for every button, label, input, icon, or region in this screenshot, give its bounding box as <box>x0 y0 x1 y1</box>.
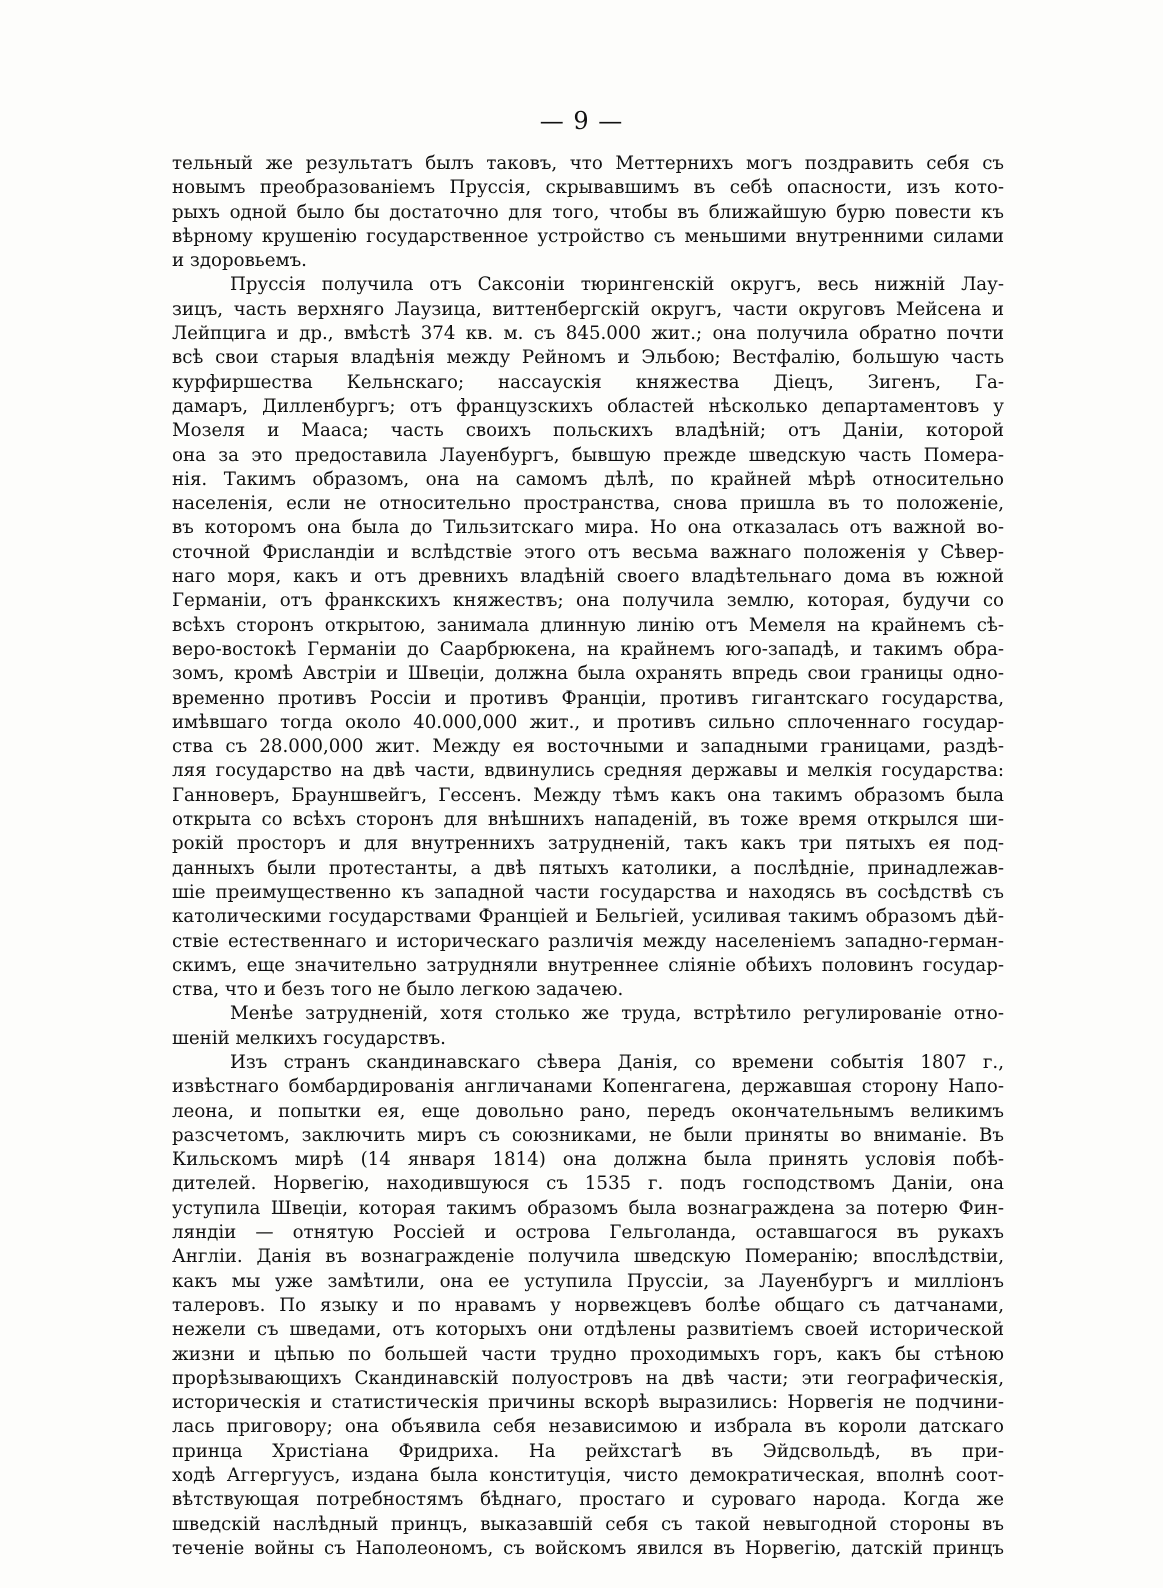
text-line: и здоровьемъ. <box>172 250 307 272</box>
text-line: нежели съ шведами, отъ которыхъ они отдѣлены развитіемъ своей исторической <box>172 1319 1004 1341</box>
text-line: прорѣзывающихъ Скандинавскій полуостровъ на двѣ части; эти географическія, <box>172 1367 1004 1389</box>
text-line: шеній мелкихъ государствъ. <box>172 1027 446 1049</box>
text-line: Менѣе затрудненій, хотя столько же труда, встрѣтило регулированіе отно- <box>230 1003 1004 1025</box>
text-line: Мозеля и Мааса; часть своихъ польскихъ владѣній; отъ Даніи, которой <box>172 420 1004 442</box>
text-line: Англіи. Данія въ вознагражденіе получила шведскую Померанію; впослѣдствіи, <box>172 1246 1004 1268</box>
text-line: леона, и попытки ея, еще довольно рано, передъ окончательнымъ великимъ <box>172 1100 1004 1122</box>
text-line: Лейпцига и др., вмѣстѣ 374 кв. м. съ 845.000 жит.; она получила обратно почти <box>172 323 1004 345</box>
text-line: лась приговору; она объявила себя независимою и избрала въ короли датскаго <box>172 1416 1004 1438</box>
text-line: курфиршества Кельнскаго; нассаускія княжества Діецъ, Зигенъ, Га- <box>172 371 1004 393</box>
text-line: историческія и статистическія причины вскорѣ выразились: Норвегія не подчини- <box>172 1392 1004 1414</box>
text-line: принца Христіана Фридриха. На рейхстагѣ въ Эйдсвольдѣ, въ при- <box>172 1440 1004 1462</box>
text-line: шведскій наслѣдный принцъ, выказавшій себя съ такой невыгодной стороны въ <box>172 1513 1004 1535</box>
text-line: дителей. Норвегію, находившуюся съ 1535 г. подъ господствомъ Даніи, она <box>172 1173 1004 1195</box>
text-line: разсчетомъ, заключить миръ съ союзниками, не были приняты во вниманіе. Въ <box>172 1124 1004 1146</box>
text-line: ствіе естественнаго и историческаго различія между населеніемъ западно-герман- <box>172 930 1004 952</box>
text-line: тельный же результатъ былъ таковъ, что Меттернихъ могъ поздравить себя съ <box>172 153 1004 174</box>
text-line: данныхъ были протестанты, а двѣ пятыхъ католики, а послѣдніе, принадлежав- <box>172 857 1004 879</box>
text-line: теченіе войны съ Наполеономъ, съ войскомъ явился въ Норвегію, датскій принцъ <box>172 1537 1004 1559</box>
text-line: въ которомъ она была до Тильзитскаго мира. Но она отказалась отъ важной во- <box>172 517 1004 539</box>
text-line: какъ мы уже замѣтили, она ее уступила Пруссіи, за Лауенбургъ и милліонъ <box>172 1270 1004 1292</box>
text-line: всѣхъ сторонъ открытою, занимала длинную линію отъ Мемеля на крайнемъ сѣ- <box>172 614 1004 636</box>
text-line: рыхъ одной было бы достаточно для того, чтобы въ ближайшую бурю повести къ <box>172 201 1004 223</box>
text-line: нія. Такимъ образомъ, она на самомъ дѣлѣ, по крайней мѣрѣ относительно <box>172 468 1004 490</box>
text-line: населенія, если не относительно пространства, снова пришла въ то положеніе, <box>172 493 1004 515</box>
text-line: ходѣ Аггергуусъ, издана была конституція, чисто демократическая, вполнѣ соот- <box>172 1465 1004 1487</box>
text-line: рокій просторъ и для внутреннихъ затрудненій, такъ какъ три пятыхъ ея под- <box>172 833 1004 855</box>
text-line: новымъ преобразованіемъ Пруссія, скрывавшимъ въ себѣ опасности, изъ кото- <box>172 177 1004 199</box>
text-line: Изъ странъ скандинавскаго сѣвера Данія, со времени событія 1807 г., <box>230 1051 1004 1073</box>
text-line: вѣтствующая потребностямъ бѣднаго, простаго и суроваго народа. Когда же <box>172 1489 1004 1511</box>
text-line: Германіи, отъ франкскихъ княжествъ; она получила землю, которая, будучи со <box>172 590 1004 612</box>
text-line: ляя государство на двѣ части, вдвинулись средняя державы и мелкія государства: <box>172 760 1004 782</box>
text-line: жизни и цѣпью по большей части трудно проходимыхъ горъ, какъ бы стѣною <box>172 1343 1004 1365</box>
text-line: всѣ свои старыя владѣнія между Рейномъ и Эльбою; Вестфалію, большую часть <box>172 347 1004 369</box>
text-line: временно противъ Россіи и противъ Франціи, противъ гигантскаго государства, <box>172 687 1004 709</box>
text-line: дамаръ, Дилленбургъ; отъ французскихъ областей нѣсколько департаментовъ у <box>172 395 1004 417</box>
text-line: зицъ, часть верхняго Лаузица, виттенбергскій округъ, части округовъ Мейсена и <box>172 298 1004 320</box>
text-line: сточной Фрисландіи и вслѣдствіе этого отъ весьма важнаго положенія у Сѣвер- <box>172 541 1004 563</box>
text-line: католическими государствами Франціей и Бельгіей, усиливая такимъ образомъ дѣй- <box>172 906 1004 928</box>
text-line: Кильскомъ мирѣ (14 января 1814) она должна была принять условія побѣ- <box>172 1149 1004 1171</box>
text-line: она за это предоставила Лауенбургъ, бывшую прежде шведскую часть Помера- <box>172 444 1004 466</box>
text-line: имѣвшаго тогда около 40.000,000 жит., и противъ сильно сплоченнаго государ- <box>172 711 1004 733</box>
text-line: ства съ 28.000,000 жит. Между ея восточными и западными границами, раздѣ- <box>172 736 1004 758</box>
text-line: ства, что и безъ того не было легкою задачею. <box>172 979 624 1001</box>
text-line: вѣрному крушенію государственное устройство съ меньшими внутренними силами <box>172 225 1004 247</box>
text-line: веро-востокѣ Германіи до Саарбрюкена, на крайнемъ юго-западѣ, и такимъ обра- <box>172 638 1004 660</box>
body-text <box>172 152 1004 1561</box>
text-line: наго моря, какъ и отъ древнихъ владѣній своего владѣтельнаго дома въ южной <box>172 566 1004 588</box>
text-line: шіе преимущественно къ западной части государства и находясь въ сосѣдствѣ съ <box>172 881 1004 903</box>
text-line: извѣстнаго бомбардированія англичанами Копенгагена, державшая сторону Напо- <box>172 1076 1004 1098</box>
text-line: уступила Швеціи, которая такимъ образомъ была вознаграждена за потерю Фин- <box>172 1197 1004 1219</box>
page-number: — 9 — <box>539 107 624 135</box>
text-line: ляндіи — отнятую Россіей и острова Гельголанда, оставшагося въ рукахъ <box>172 1222 1004 1244</box>
text-line: Пруссія получила отъ Саксоніи тюрингенскій округъ, весь нижній Лау- <box>230 274 1004 296</box>
text-line: талеровъ. По языку и по нравамъ у норвежцевъ болѣе общаго съ датчанами, <box>172 1294 1004 1316</box>
text-line: Ганноверъ, Брауншвейгъ, Гессенъ. Между тѣмъ какъ она такимъ образомъ была <box>172 784 1004 806</box>
text-line: открыта со всѣхъ сторонъ для внѣшнихъ нападеній, въ тоже время открылся ши- <box>172 809 1004 831</box>
text-line: скимъ, еще значительно затрудняли внутреннее сліяніе обѣихъ половинъ государ- <box>172 954 1004 976</box>
text-line: зомъ, кромѣ Австріи и Швеціи, должна была охранять впредь свои границы одно- <box>172 663 1004 685</box>
